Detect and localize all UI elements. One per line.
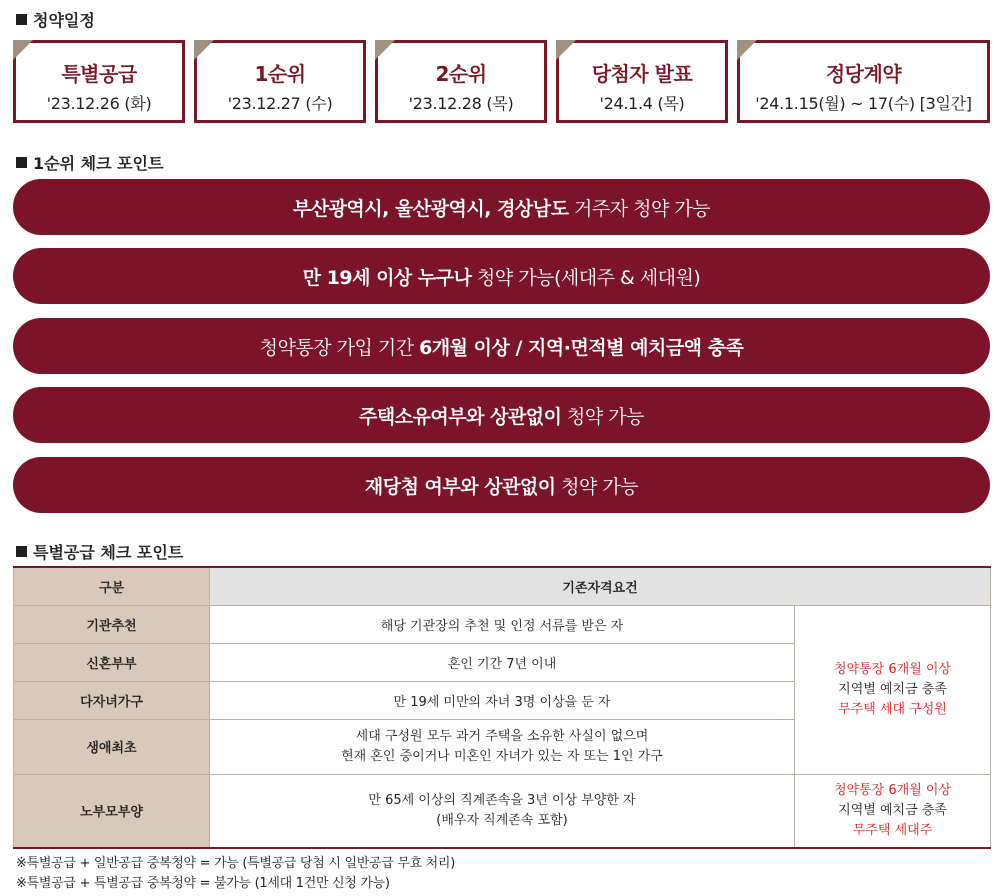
note-line: 지역별 예치금 충족 [838, 681, 947, 697]
check-point-age [13, 248, 990, 304]
corner-fold-icon [556, 40, 576, 60]
row-category: 다자녀가구 [14, 681, 210, 719]
corner-fold-icon [737, 40, 757, 60]
check-point-residence [13, 179, 990, 235]
check-point-bold: 재당첨 여부와 상관없이 [364, 475, 556, 498]
note-line: 지역별 예치금 충족 [838, 802, 947, 818]
square-bullet-icon [16, 14, 27, 25]
card-date: '23.12.28 (목) [408, 94, 514, 113]
check-point-text: 청약통장 가입 기간 [259, 336, 420, 359]
check-point-text: 거주자 청약 가능 [568, 197, 711, 220]
row-requirement: 만 65세 이상의 직계존속을 3년 이상 부양한 자 (배우자 직계존속 포함) [210, 774, 795, 848]
row-requirement: 세대 구성원 모두 과거 주택을 소유한 사실이 없으며 현재 혼인 중이거나 미혼인 자녀가 있는 자 또는 1인 가구 [210, 719, 795, 774]
card-date: '23.12.26 (화) [46, 94, 152, 113]
header-requirement: 기존자격요건 [210, 567, 991, 605]
footnote-duplicate-allowed: ※특별공급 + 일반공급 중복청약 = 가능 (특별공급 당첨 시 일반공급 무효 처리) [16, 856, 455, 871]
elderly-requirement-note [795, 774, 991, 848]
schedule-heading: 청약일정 [16, 8, 95, 31]
row-category: 노부모부양 [14, 774, 210, 848]
schedule-card-special [13, 40, 185, 123]
square-bullet-icon [16, 157, 27, 168]
schedule-card-first-rank [194, 40, 366, 123]
corner-fold-icon [13, 40, 33, 60]
row-requirement: 해당 기관장의 추천 및 인정 서류를 받은 자 [210, 605, 795, 643]
card-title: 정당계약 [825, 62, 902, 86]
table-row [14, 774, 991, 848]
check-point-bold: 만 19세 이상 누구나 [302, 266, 472, 289]
note-line: 청약통장 6개월 이상 [834, 661, 951, 677]
row-requirement: 혼인 기간 7년 이내 [210, 643, 795, 681]
header-category: 구분 [14, 567, 210, 605]
card-title: 2순위 [435, 62, 487, 86]
schedule-card-second-rank [375, 40, 547, 123]
corner-fold-icon [194, 40, 214, 60]
special-heading: 특별공급 체크 포인트 [16, 540, 183, 563]
card-date: '24.1.15(월) ~ 17(수) [3일간] [755, 94, 972, 113]
table-row [14, 605, 991, 643]
check-point-ownership [13, 387, 990, 443]
special-supply-table [13, 566, 991, 849]
corner-fold-icon [375, 40, 395, 60]
schedule-card-announcement [556, 40, 728, 123]
row-category: 신혼부부 [14, 643, 210, 681]
card-date: '24.1.4 (목) [599, 94, 685, 113]
check-point-text: 청약 가능 [561, 405, 644, 428]
card-title: 특별공급 [61, 62, 137, 86]
footnote-duplicate-disallowed: ※특별공급 + 특별공급 중복청약 = 불가능 (1세대 1건만 신청 가능) [16, 876, 390, 891]
row-category: 기관추천 [14, 605, 210, 643]
row-category: 생애최초 [14, 719, 210, 774]
check-point-rewin [13, 457, 990, 513]
check-point-text: 청약 가능(세대주 & 세대원) [471, 266, 701, 289]
card-date: '23.12.27 (수) [227, 94, 333, 113]
check-point-bold: 부산광역시, 울산광역시, 경상남도 [292, 197, 569, 220]
schedule-card-contract [737, 40, 990, 123]
first-rank-heading: 1순위 체크 포인트 [16, 151, 163, 174]
check-point-account [13, 318, 990, 374]
card-title: 1순위 [254, 62, 306, 86]
card-title: 당첨자 발표 [591, 62, 693, 86]
table-header-row [14, 567, 991, 605]
note-line: 무주택 세대 구성원 [838, 701, 947, 717]
check-point-text: 청약 가능 [555, 475, 639, 498]
common-requirement-note [795, 605, 991, 774]
check-point-bold: 주택소유여부와 상관없이 [358, 405, 562, 428]
row-requirement: 만 19세 미만의 자녀 3명 이상을 둔 자 [210, 681, 795, 719]
square-bullet-icon [16, 546, 27, 557]
note-line: 무주택 세대주 [852, 822, 933, 838]
note-line: 청약통장 6개월 이상 [834, 782, 951, 798]
check-point-bold: 6개월 이상 / 지역·면적별 예치금액 충족 [419, 336, 744, 359]
